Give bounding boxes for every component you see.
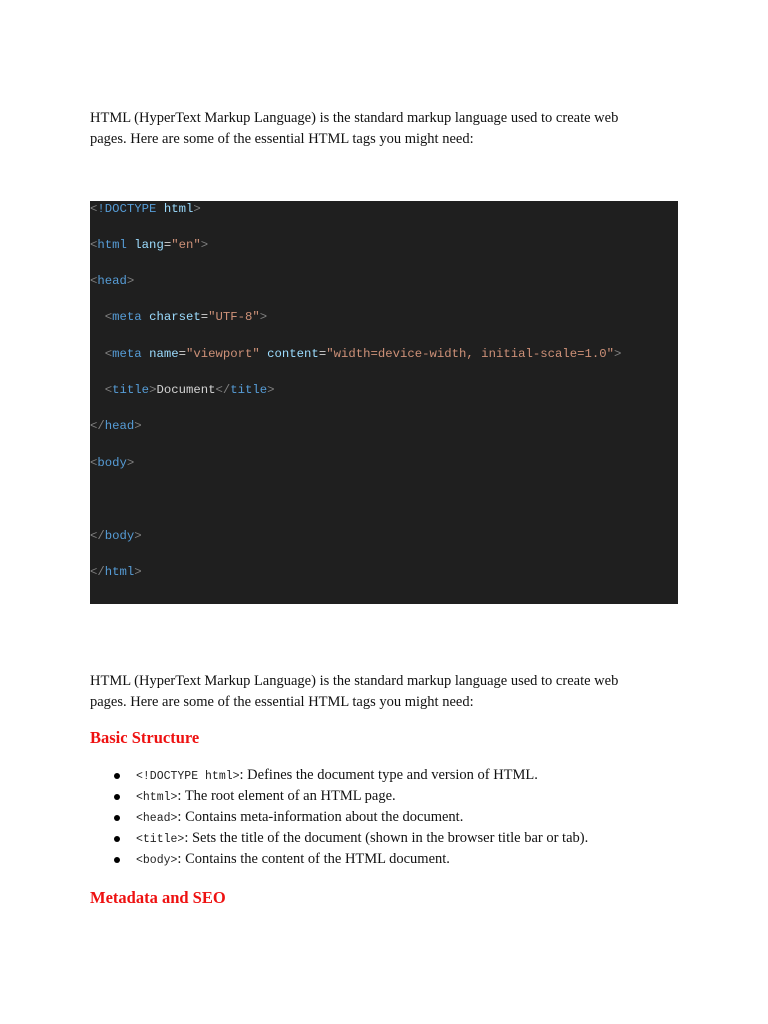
code-token: <: [90, 238, 98, 252]
code-block: [90, 201, 678, 604]
code-token: charset: [141, 310, 201, 324]
bullet-icon: [114, 836, 120, 842]
code-token: html: [156, 202, 194, 216]
list-item-code: <body>: [136, 854, 178, 867]
basic-structure-heading: Basic Structure: [90, 728, 200, 747]
code-token: html: [97, 238, 127, 252]
code-token: >: [259, 310, 268, 324]
code-line: [90, 528, 142, 544]
code-token: [90, 310, 105, 324]
list-item: [90, 828, 710, 849]
code-token: </: [90, 529, 105, 543]
code-line: [90, 455, 134, 471]
code-token: content: [259, 347, 319, 361]
code-token: lang: [126, 238, 164, 252]
code-token: "UTF-8": [208, 310, 260, 324]
code-token: "en": [171, 238, 201, 252]
list-item-text: : Defines the document type and version of HTML.: [239, 767, 538, 783]
code-token: "viewport": [185, 347, 260, 361]
intro-paragraph-repeat: [90, 671, 670, 713]
code-token: >: [193, 202, 201, 216]
list-item: [90, 786, 710, 807]
code-token: meta: [112, 347, 142, 361]
code-token: name: [141, 347, 179, 361]
list-item: [90, 765, 710, 786]
code-token: =: [178, 347, 186, 361]
code-token: >: [134, 565, 142, 579]
code-token: >: [614, 347, 622, 361]
code-token: =: [163, 238, 172, 252]
code-token: >: [200, 238, 209, 252]
list-item-code: <head>: [136, 812, 178, 825]
list-item: [90, 807, 710, 828]
code-token: </: [90, 419, 105, 433]
intro-line-1: HTML (HyperText Markup Language) is the standard markup language used to create web: [90, 110, 619, 126]
code-line: [90, 564, 142, 580]
code-token: body: [97, 456, 127, 470]
code-token: <: [104, 347, 113, 361]
list-item-text: : Sets the title of the document (shown in the browser title bar or tab).: [184, 830, 589, 846]
list-item-code: <!DOCTYPE html>: [136, 770, 240, 783]
list-item-text: : Contains meta-information about the document.: [177, 809, 464, 825]
code-token: [90, 347, 105, 361]
code-token: Document: [156, 383, 216, 397]
code-token: >: [149, 383, 157, 397]
code-token: >: [126, 456, 135, 470]
code-token: </: [90, 565, 105, 579]
list-item-code: <title>: [136, 833, 185, 846]
code-token: <: [104, 310, 113, 324]
code-token: title: [230, 383, 268, 397]
code-line: [90, 382, 275, 398]
code-token: meta: [112, 310, 142, 324]
code-token: <: [90, 274, 98, 288]
list-item-text: : Contains the content of the HTML document.: [177, 851, 450, 867]
basic-structure-list: [90, 765, 710, 870]
code-token: title: [112, 383, 150, 397]
code-token: >: [134, 419, 142, 433]
code-line: [90, 346, 621, 362]
code-line: [90, 418, 142, 434]
code-line: [90, 237, 208, 253]
code-token: [90, 383, 105, 397]
bullet-icon: [114, 773, 120, 779]
code-token: >: [267, 383, 275, 397]
code-token: =: [318, 347, 327, 361]
bullet-icon: [114, 815, 120, 821]
code-token: "width=device-width, initial-scale=1.0": [326, 347, 615, 361]
code-token: head: [97, 274, 127, 288]
code-line: [90, 273, 134, 289]
list-item-text: : The root element of an HTML page.: [177, 788, 396, 804]
intro-line-2: pages. Here are some of the essential HTML tags you might need:: [90, 131, 474, 147]
code-token: </: [215, 383, 231, 397]
code-token: !DOCTYPE: [97, 202, 157, 216]
code-token: body: [104, 529, 135, 543]
code-token: <: [104, 383, 113, 397]
code-token: <: [90, 202, 98, 216]
code-line: [90, 201, 201, 217]
code-token: <: [90, 456, 98, 470]
code-token: >: [134, 529, 142, 543]
code-token: =: [200, 310, 209, 324]
intro-repeat-line-1: HTML (HyperText Markup Language) is the standard markup language used to create web: [90, 673, 619, 689]
metadata-seo-heading: Metadata and SEO: [90, 888, 226, 907]
code-line: [90, 309, 267, 325]
intro-repeat-line-2: pages. Here are some of the essential HTML tags you might need:: [90, 694, 474, 710]
bullet-icon: [114, 794, 120, 800]
code-token: head: [104, 419, 135, 433]
code-token: >: [126, 274, 135, 288]
intro-paragraph: [90, 108, 670, 150]
list-item-code: <html>: [136, 791, 178, 804]
bullet-icon: [114, 857, 120, 863]
list-item: [90, 849, 710, 870]
code-token: html: [104, 565, 135, 579]
